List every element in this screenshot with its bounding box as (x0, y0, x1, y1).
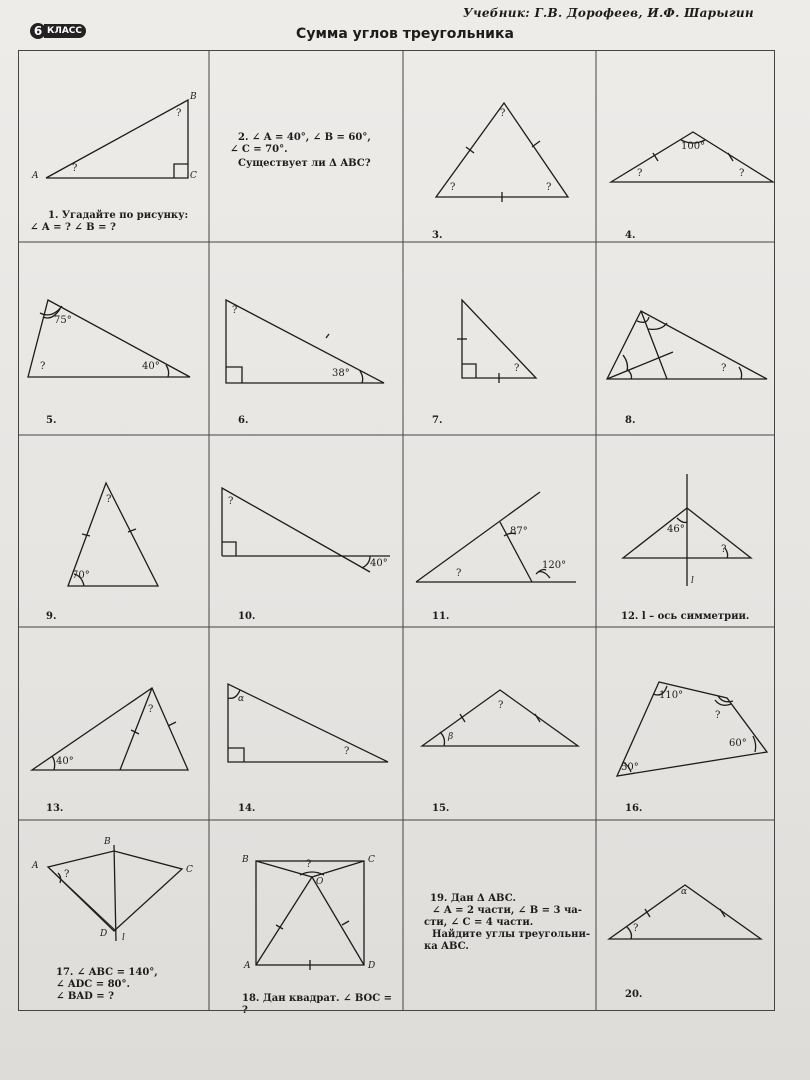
task-19-line-5: ка ABC. (424, 941, 469, 952)
task-3-label: 3. (432, 230, 443, 241)
task-10-figure (210, 436, 400, 628)
task-20-alpha: α (681, 887, 688, 897)
task-13-left-angle: 40° (56, 756, 74, 767)
textbook-reference: Учебник: Г.В. Дорофеев, И.Ф. Шарыгин (462, 6, 754, 20)
task-18-angle-mark: ? (306, 859, 312, 870)
task-10-label: 10. (238, 611, 256, 622)
task-16-top-left-angle: 110° (659, 690, 684, 701)
task-14-figure (210, 628, 400, 820)
task-13-label: 13. (46, 803, 64, 814)
task-1-angle-b-mark: ? (176, 108, 182, 119)
task-8-right-mark: ? (721, 363, 727, 374)
task-18-vertex-c: C (368, 855, 375, 865)
task-2-line-1: 2. ∠ A = 40°, ∠ B = 60°, (238, 132, 371, 143)
task-11-figure (404, 436, 594, 628)
task-1 (18, 50, 208, 242)
task-7-figure (404, 243, 594, 435)
task-18-figure (210, 821, 400, 1013)
task-15-beta: β (448, 732, 454, 742)
task-11-top-angle: 87° (510, 526, 528, 537)
task-18-vertex-a: A (244, 961, 251, 971)
task-20-label: 20. (625, 989, 643, 1000)
task-7 (404, 243, 594, 435)
task-18-vertex-d: D (368, 961, 376, 971)
task-12-label: 12. l – ось симметрии. (621, 611, 750, 622)
task-11 (404, 436, 594, 628)
task-grid (18, 50, 775, 1016)
task-20 (597, 821, 787, 1013)
task-6 (210, 243, 400, 435)
task-15-figure (404, 628, 594, 820)
task-12 (597, 436, 787, 628)
task-13 (18, 628, 208, 820)
task-1-question: ∠ A = ? ∠ B = ? (30, 222, 116, 233)
task-17-vertex-b: B (104, 837, 111, 847)
task-17-vertex-d: D (100, 929, 108, 939)
task-13-figure (18, 628, 208, 820)
task-11-left-mark: ? (456, 568, 462, 579)
page-title: Сумма углов треугольника (296, 26, 514, 42)
task-3-figure (404, 50, 594, 242)
task-17-line-1: 17. ∠ ABC = 140°, (56, 967, 158, 978)
task-4-top-angle: 100° (681, 141, 706, 152)
task-2 (210, 50, 400, 242)
task-5-figure (18, 243, 208, 435)
task-14-label: 14. (238, 803, 256, 814)
task-16 (597, 628, 787, 820)
task-18-point-o: O (316, 877, 324, 887)
grade-label: КЛАСС (44, 24, 86, 38)
grade-number: 6 (30, 23, 46, 39)
task-4-label: 4. (625, 230, 636, 241)
task-3 (404, 50, 594, 242)
task-13-top-mark: ? (148, 704, 154, 715)
task-5-right-angle: 40° (142, 361, 160, 372)
task-8-figure (597, 243, 787, 435)
task-7-label: 7. (432, 415, 443, 426)
task-8-label: 8. (625, 415, 636, 426)
task-18-label: 18. Дан квадрат. ∠ BOC = ? (242, 993, 393, 1016)
task-16-figure (597, 628, 787, 820)
task-18-vertex-b: B (242, 855, 249, 865)
task-17-line-3: ∠ BAD = ? (56, 991, 114, 1002)
task-10-exterior-angle: 40° (370, 558, 388, 569)
task-8 (597, 243, 787, 435)
task-19 (404, 821, 594, 1013)
task-1-label: 1. Угадайте по рисунку: (48, 210, 189, 221)
task-15-label: 15. (432, 803, 450, 814)
task-20-figure (597, 821, 787, 1013)
task-14 (210, 628, 400, 820)
task-17-angle-mark: ? (64, 869, 70, 880)
task-4-left-mark: ? (637, 168, 643, 179)
task-9-left-angle: 70° (72, 570, 90, 581)
task-2-line-2: ∠ C = 70°. (230, 144, 288, 155)
task-11-exterior-angle: 120° (542, 560, 567, 571)
task-14-alpha: α (238, 694, 245, 704)
task-17-vertex-c: C (186, 865, 193, 875)
task-12-axis-label: l (691, 576, 694, 586)
task-6-figure (210, 243, 400, 435)
task-18 (210, 821, 400, 1016)
task-9-label: 9. (46, 611, 57, 622)
task-6-right-angle: 38° (332, 368, 350, 379)
task-5-top-angle: 75° (54, 315, 72, 326)
task-3-left-mark: ? (450, 182, 456, 193)
task-14-right-mark: ? (344, 746, 350, 757)
task-17-axis-label: l (122, 933, 125, 943)
task-12-figure (597, 436, 787, 628)
task-16-right-angle: 60° (729, 738, 747, 749)
task-19-line-3: сти, ∠ C = 4 части. (424, 917, 534, 928)
task-9 (18, 436, 208, 628)
task-9-figure (18, 436, 208, 628)
task-19-line-4: Найдите углы треугольни- (432, 929, 591, 940)
task-15 (404, 628, 594, 820)
task-1-angle-a-mark: ? (72, 163, 78, 174)
task-6-label: 6. (238, 415, 249, 426)
task-19-line-2: ∠ A = 2 части, ∠ B = 3 ча- (432, 905, 582, 916)
task-17-line-2: ∠ ADC = 80°. (56, 979, 130, 990)
task-17 (18, 821, 208, 1013)
task-1-vertex-c: C (190, 171, 197, 181)
task-5-left-mark: ? (40, 361, 46, 372)
task-6-top-mark: ? (232, 305, 238, 316)
task-16-top-right-mark: ? (715, 710, 721, 721)
task-1-vertex-a: A (32, 171, 39, 181)
task-5 (18, 243, 208, 435)
task-4-right-mark: ? (739, 168, 745, 179)
task-10-top-mark: ? (228, 496, 234, 507)
task-12-top-angle: 46° (667, 524, 685, 535)
task-12-right-mark: ? (721, 544, 727, 555)
task-5-label: 5. (46, 415, 57, 426)
task-11-label: 11. (432, 611, 450, 622)
task-10 (210, 436, 400, 628)
task-1-vertex-b: B (190, 92, 197, 102)
task-2-line-3: Существует ли Δ ABC? (238, 158, 371, 169)
task-4 (597, 50, 787, 242)
task-17-vertex-a: A (32, 861, 39, 871)
task-16-label: 16. (625, 803, 643, 814)
task-3-top-mark: ? (500, 108, 506, 119)
task-16-bottom-angle: 50° (621, 762, 639, 773)
task-20-left-mark: ? (633, 923, 639, 934)
task-19-line-1: 19. Дан Δ ABC. (430, 893, 516, 904)
task-15-top-mark: ? (498, 700, 504, 711)
task-9-top-mark: ? (106, 494, 112, 505)
task-3-right-mark: ? (546, 182, 552, 193)
task-7-right-mark: ? (514, 363, 520, 374)
